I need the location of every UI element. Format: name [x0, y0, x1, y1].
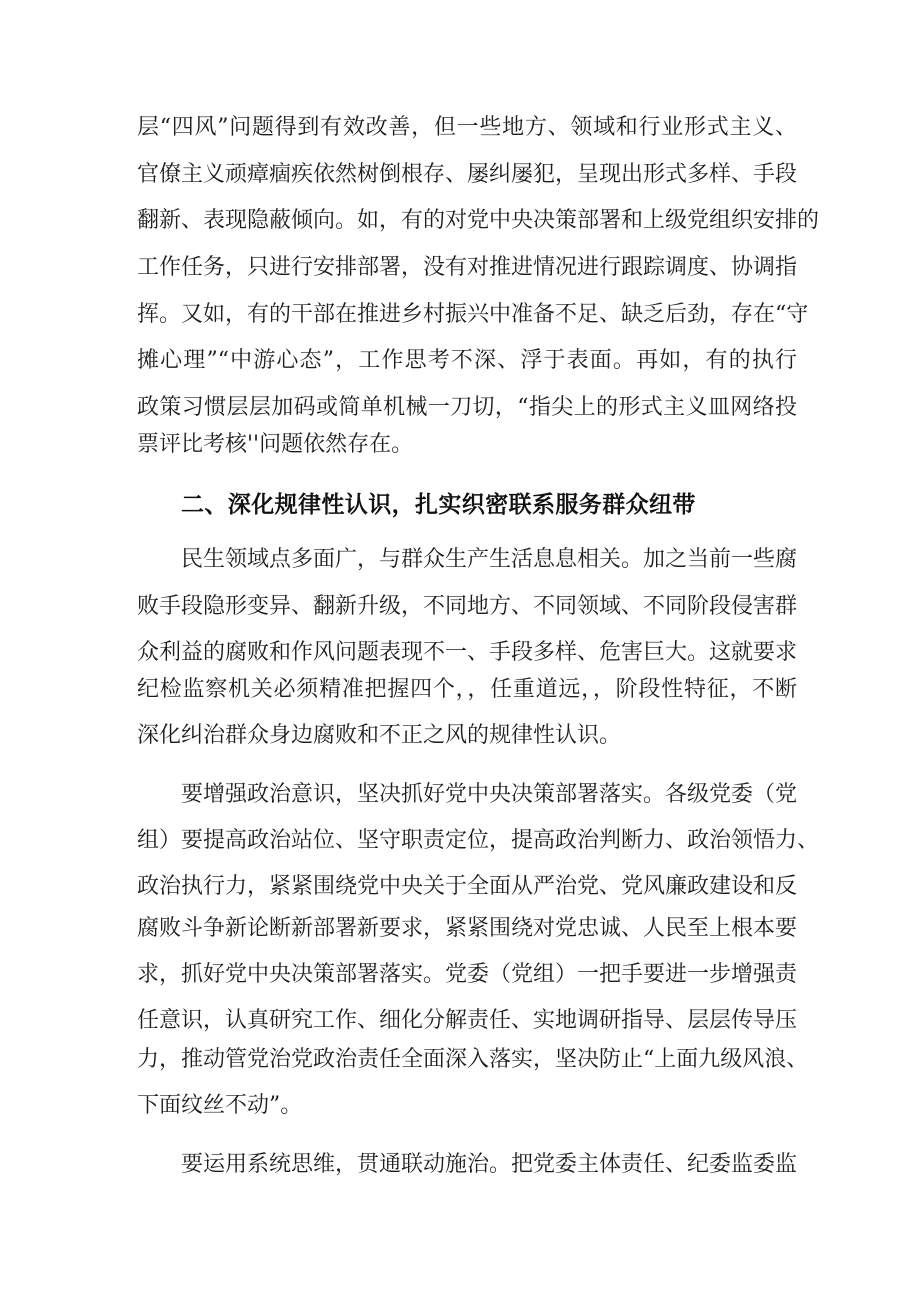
section-heading: 二、深化规律性认识，扎实织密联系服务群众纽带 — [181, 492, 696, 518]
paragraph-2-line: 败手段隐形变异、翻新升级，不同地方、不同领域、不同阶段侵害群 — [137, 594, 798, 619]
paragraph-3-line: 腐败斗争新论断新部署新要求，紧紧围绕对党忠诚、人民至上根本要 — [137, 916, 798, 941]
paragraph-1-line: 票评比考核''问题依然存在。 — [137, 432, 414, 457]
paragraph-3-line: 下面纹丝不动”。 — [137, 1093, 303, 1118]
paragraph-1-line: 工作任务，只进行安排部署，没有对推进情况进行跟踪调度、协调指 — [137, 255, 798, 280]
paragraph-2-line: 纪检监察机关必须精准把握四个，，任重道远，，阶段性特征，不断 — [137, 677, 797, 702]
paragraph-3-line: 组）要提高政治站位、坚守职责定位，提高政治判断力、政治领悟力、 — [137, 828, 820, 853]
paragraph-1-line: 摊心理”“中游心态”，工作思考不深、浮于表面。再如，有的执行 — [137, 348, 797, 373]
paragraph-3-line: 要增强政治意识，坚决抓好党中央决策部署落实。各级党委（党 — [181, 782, 798, 807]
paragraph-1-line: 翻新、表现隐蔽倾向。如，有的对党中央决策部署和上级党组织安排的 — [137, 208, 820, 233]
paragraph-2-line: 民生领域点多面广，与群众生产生活息息相关。加之当前一些腐 — [181, 547, 798, 572]
paragraph-2-line: 深化纠治群众身边腐败和不正之风的规律性认识。 — [137, 723, 622, 748]
paragraph-1-line: 官僚主义顽瘴痼疾依然树倒根存、屡纠屡犯，呈现出形式多样、手段 — [137, 162, 798, 187]
paragraph-1-line: 政策习惯层层加码或简单机械一刀切，“指尖上的形式主义皿网络投 — [137, 395, 797, 420]
paragraph-2-line: 众利益的腐败和作风问题表现不一、手段多样、危害巨大。这就要求 — [137, 640, 798, 665]
paragraph-3-line: 力，推动管党治党政治责任全面深入落实，坚决防止“上面九级风浪、 — [137, 1047, 809, 1072]
paragraph-3-line: 政治执行力，紧紧围绕党中央关于全面从严治党、党风廉政建设和反 — [137, 874, 798, 899]
paragraph-3-line: 求，抓好党中央决策部署落实。党委（党组）一把手要进一步增强责 — [137, 962, 798, 987]
paragraph-3-line: 任意识，认真研究工作、细化分解责任、实地调研指导、层层传导压 — [137, 1008, 798, 1033]
paragraph-4-line: 要运用系统思维，贯通联动施治。把党委主体责任、纪委监委监 — [181, 1152, 798, 1177]
paragraph-1-line: 层“四风”问题得到有效改善，但一些地方、领域和行业形式主义、 — [137, 115, 797, 140]
paragraph-1-line: 挥。又如，有的干部在推进乡村振兴中准备不足、缺乏后劲，存在“守 — [137, 302, 809, 327]
